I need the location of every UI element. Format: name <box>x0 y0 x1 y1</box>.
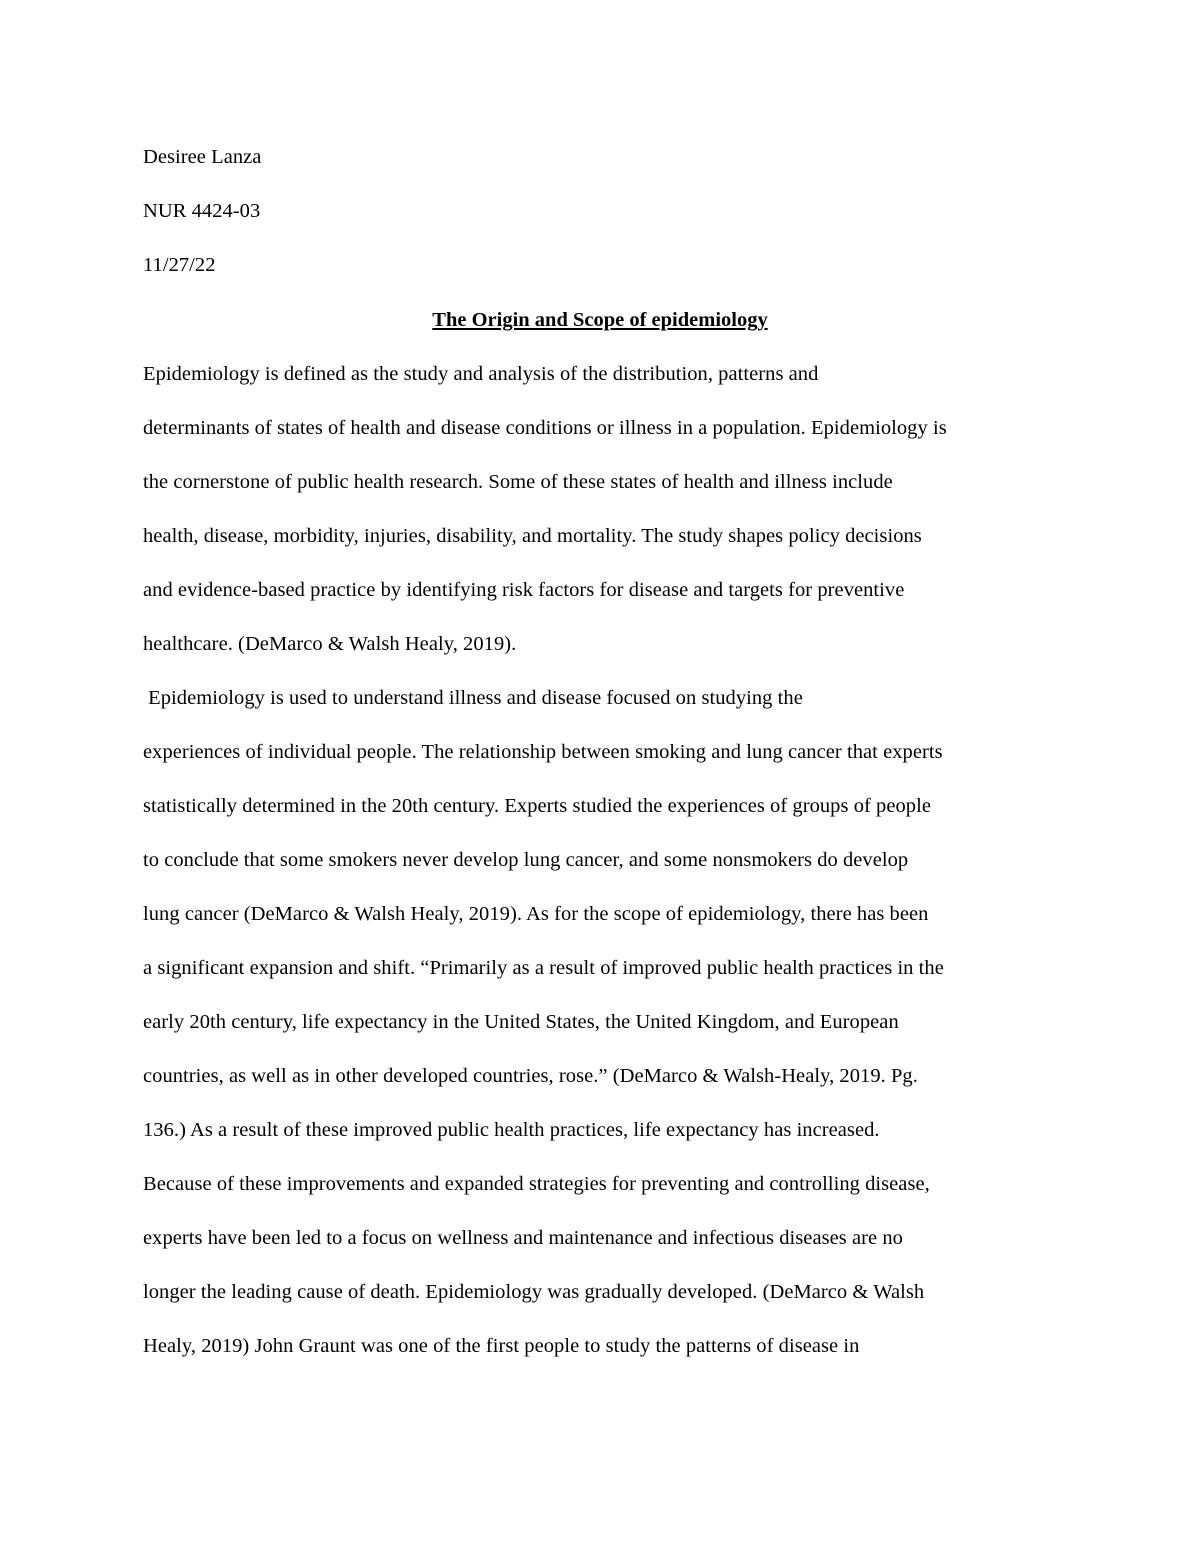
body-line: Because of these improvements and expanded strategies for preventing and controlling disease, <box>143 1173 930 1195</box>
author-name: Desiree Lanza <box>143 146 262 168</box>
body-line: longer the leading cause of death. Epidemiology was gradually developed. (DeMarco & Walsh <box>143 1281 925 1303</box>
body-line: 136.) As a result of these improved public health practices, life expectancy has increased. <box>143 1119 880 1141</box>
body-line: health, disease, morbidity, injuries, disability, and mortality. The study shapes policy decisions <box>143 525 922 547</box>
course-code: NUR 4424-03 <box>143 200 261 222</box>
body-line: the cornerstone of public health research. Some of these states of health and illness include <box>143 471 893 493</box>
body-line: and evidence-based practice by identifying risk factors for disease and targets for preventive <box>143 579 905 601</box>
body-line: early 20th century, life expectancy in the United States, the United Kingdom, and European <box>143 1011 899 1033</box>
body-line: determinants of states of health and disease conditions or illness in a population. Epidemiology is <box>143 417 947 439</box>
body-line: experts have been led to a focus on wellness and maintenance and infectious diseases are no <box>143 1227 903 1249</box>
paper-title: The Origin and Scope of epidemiology <box>432 309 768 331</box>
body-line: Epidemiology is used to understand illness and disease focused on studying the <box>143 687 803 709</box>
body-line: countries, as well as in other developed countries, rose.” (DeMarco & Walsh-Healy, 2019. Pg. <box>143 1065 918 1087</box>
body-line: lung cancer (DeMarco & Walsh Healy, 2019). As for the scope of epidemiology, there has been <box>143 903 929 925</box>
body-line: statistically determined in the 20th century. Experts studied the experiences of groups of people <box>143 795 931 817</box>
body-line: experiences of individual people. The relationship between smoking and lung cancer that experts <box>143 741 943 763</box>
body-line: healthcare. (DeMarco & Walsh Healy, 2019). <box>143 633 517 655</box>
body-line: Healy, 2019) John Graunt was one of the first people to study the patterns of disease in <box>143 1335 860 1357</box>
body-line: Epidemiology is defined as the study and analysis of the distribution, patterns and <box>143 363 819 385</box>
body-line: to conclude that some smokers never develop lung cancer, and some nonsmokers do develop <box>143 849 909 871</box>
body-line: a significant expansion and shift. “Primarily as a result of improved public health practices in the <box>143 957 944 979</box>
submission-date: 11/27/22 <box>143 254 216 276</box>
